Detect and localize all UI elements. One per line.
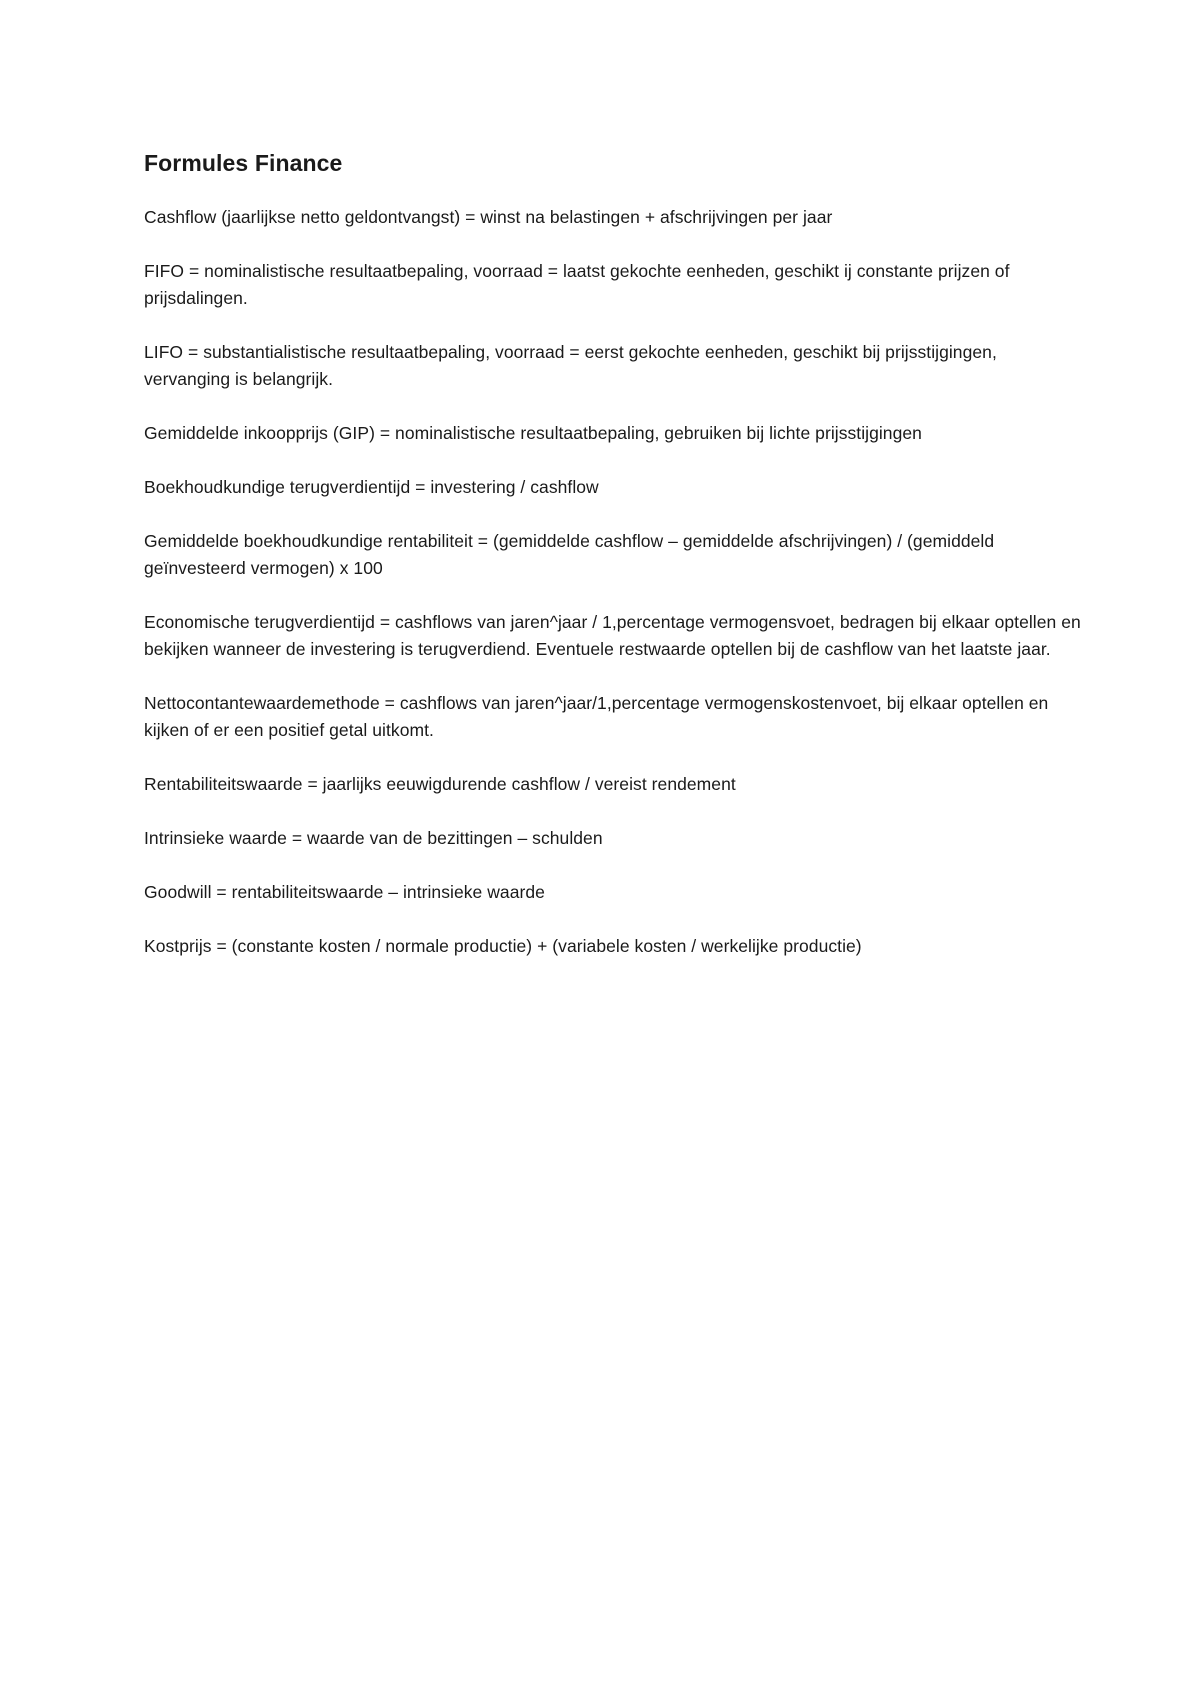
paragraph-cashflow: Cashflow (jaarlijkse netto geldontvangst) = winst na belastingen + afschrijvingen per jaar	[144, 207, 833, 227]
paragraph-nettocontantewaarde: Nettocontantewaardemethode = cashflows van jaren^jaar/1,percentage vermogenskostenvoet, bij elkaar optellen en kijken of er een positief getal uitkomt.	[144, 693, 1049, 740]
paragraph-lifo: LIFO = substantialistische resultaatbepaling, voorraad = eerst gekochte eenheden, geschikt bij prijsstijgingen, vervanging is belangrijk.	[144, 342, 997, 389]
paragraph-goodwill: Goodwill = rentabiliteitswaarde – intrinsieke waarde	[144, 882, 545, 902]
paragraph-rentabiliteitswaarde: Rentabiliteitswaarde = jaarlijks eeuwigdurende cashflow / vereist rendement	[144, 774, 736, 794]
paragraph-kostprijs: Kostprijs = (constante kosten / normale productie) + (variabele kosten / werkelijke productie)	[144, 936, 862, 956]
paragraph-intrinsieke-waarde: Intrinsieke waarde = waarde van de bezittingen – schulden	[144, 828, 603, 848]
paragraph-gip: Gemiddelde inkoopprijs (GIP) = nominalistische resultaatbepaling, gebruiken bij lichte prijsstijgingen	[144, 423, 922, 443]
paragraph-boekhoudkundige-rentabiliteit: Gemiddelde boekhoudkundige rentabiliteit = (gemiddelde cashflow – gemiddelde afschrijvingen) / (gemiddeld geïnvesteerd vermogen) x 100	[144, 531, 995, 578]
paragraph-boekhoudkundige-terugverdientijd: Boekhoudkundige terugverdientijd = investering / cashflow	[144, 477, 599, 497]
page-title: Formules Finance	[144, 150, 343, 176]
paragraph-fifo: FIFO = nominalistische resultaatbepaling, voorraad = laatst gekochte eenheden, geschikt ij constante prijzen of prijsdalingen.	[144, 261, 1010, 308]
document-body	[144, 148, 1084, 987]
paragraph-economische-terugverdientijd: Economische terugverdientijd = cashflows van jaren^jaar / 1,percentage vermogensvoet, bedragen bij elkaar optellen en bekijken wanneer de investering is terugverdiend. Eventuele restwaarde optellen bij de cashflow van het laatste jaar.	[144, 612, 1081, 659]
